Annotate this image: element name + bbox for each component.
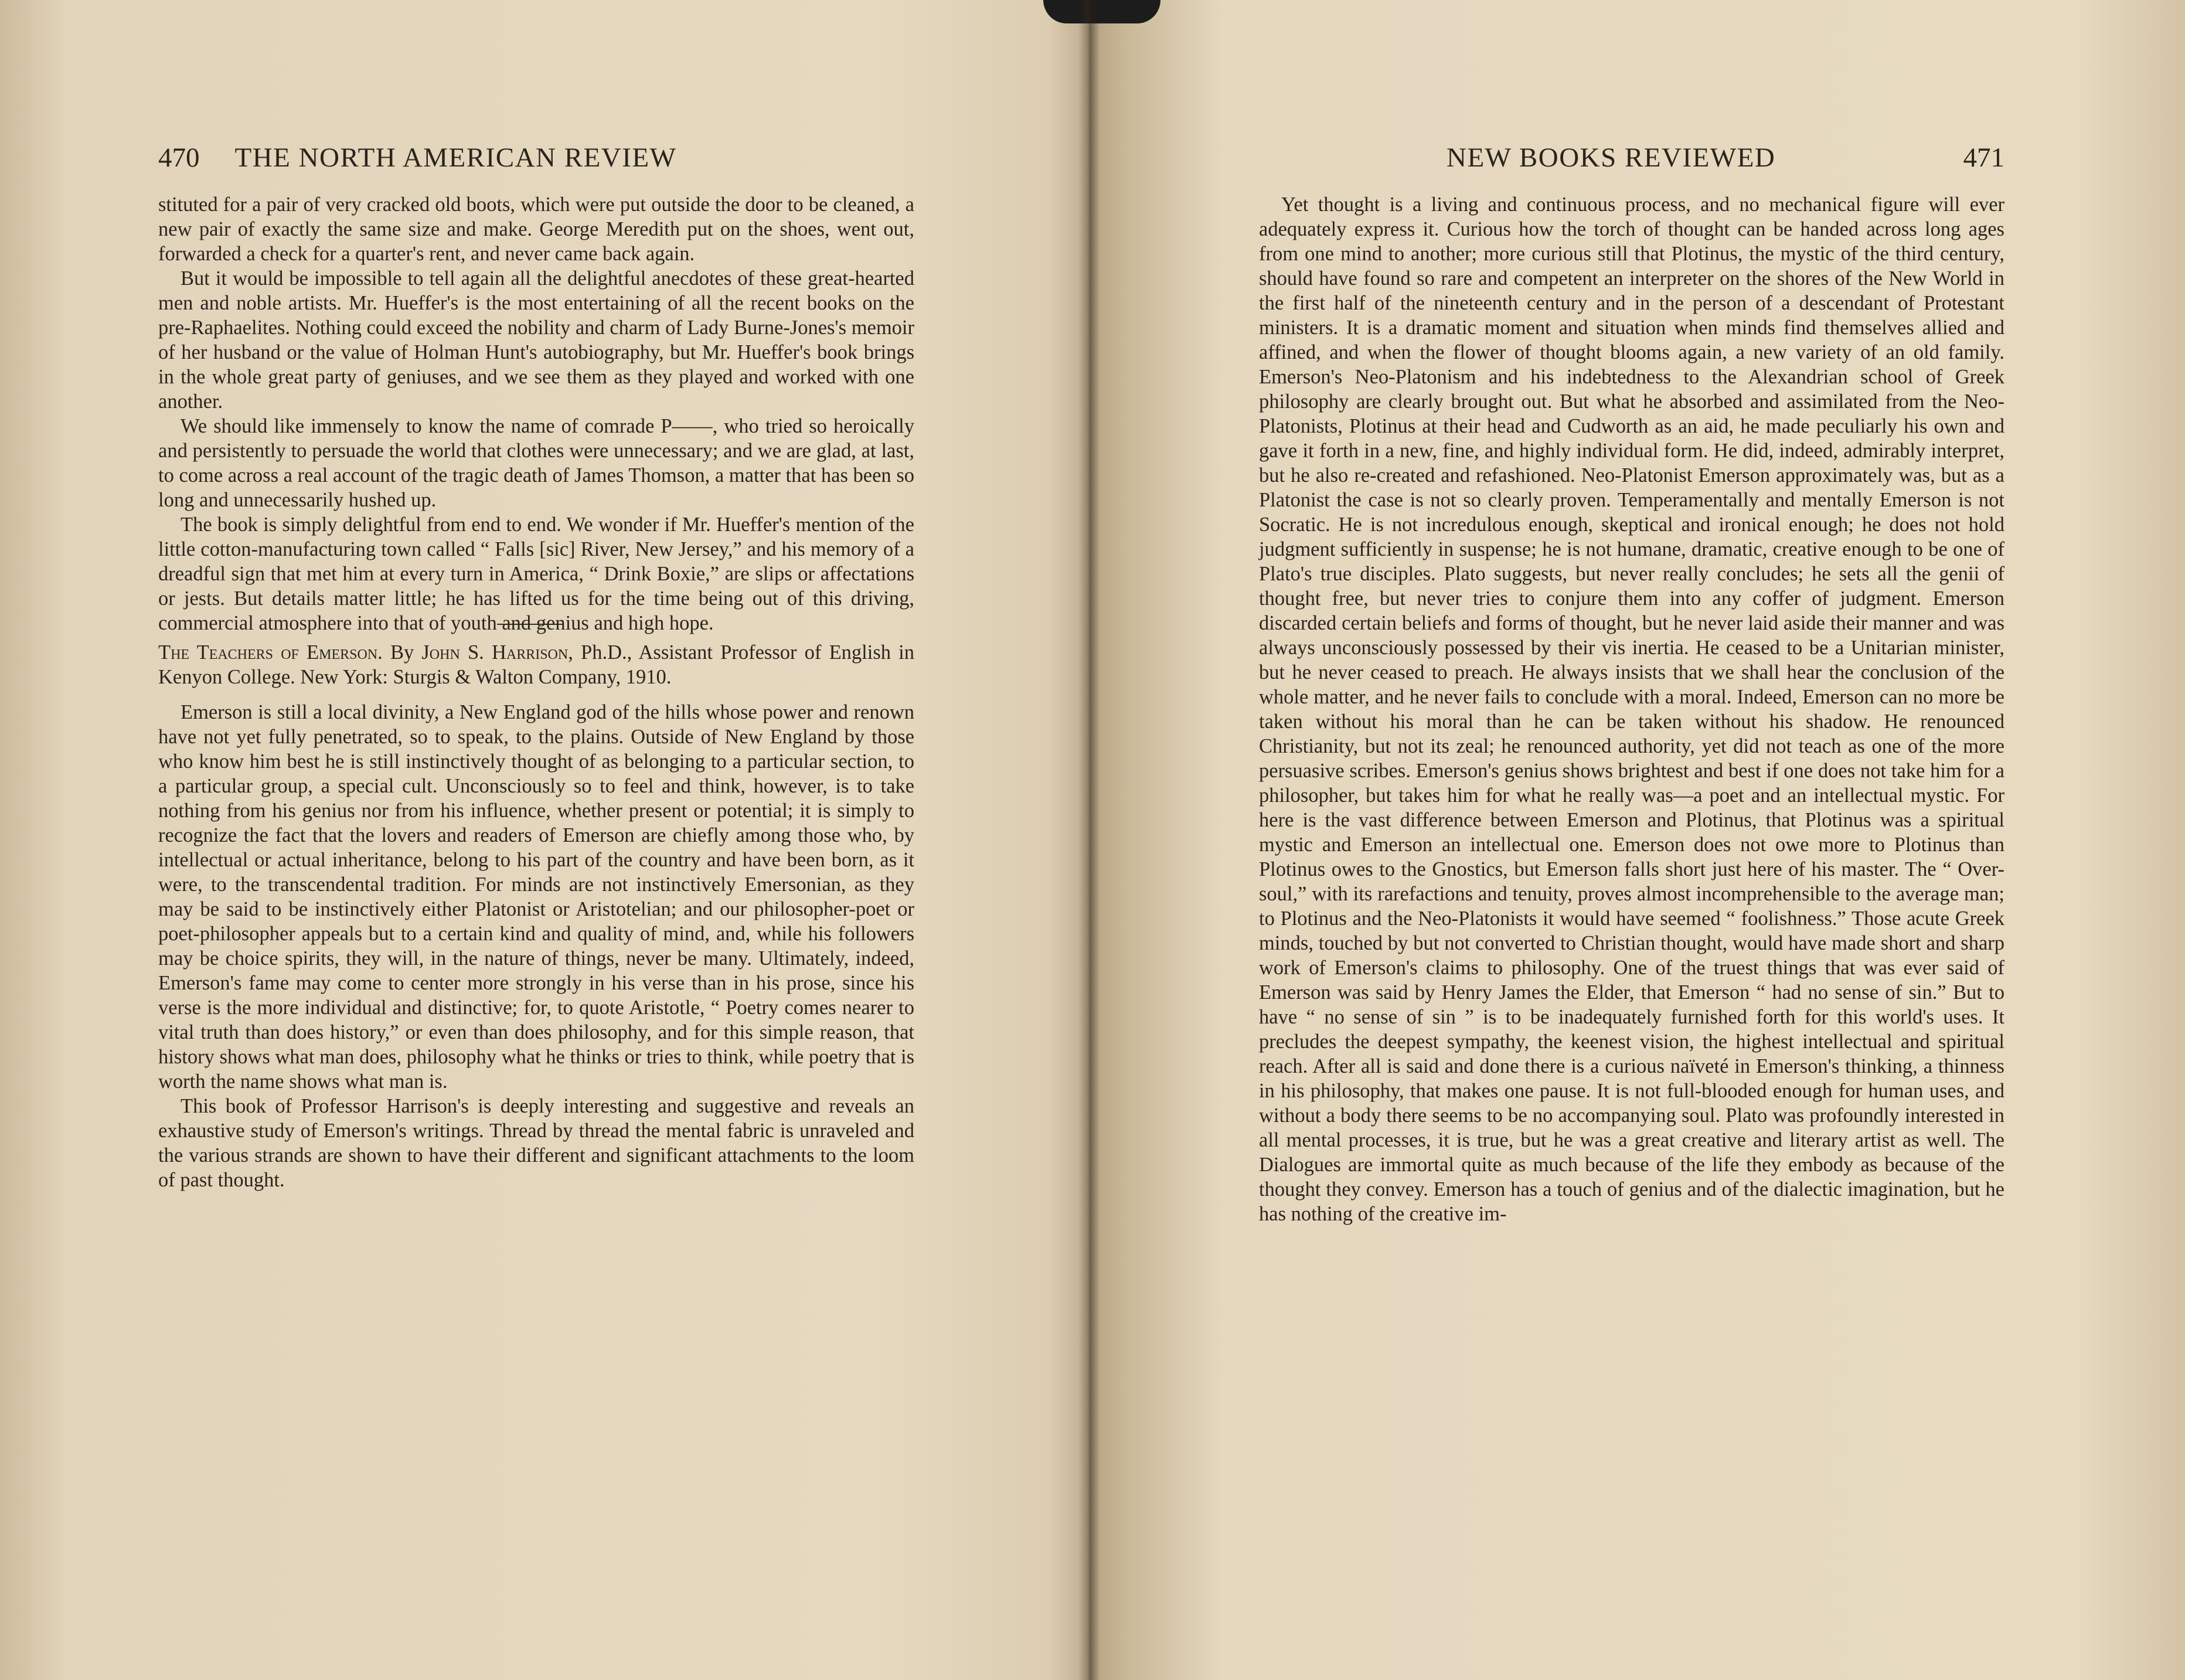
left-running-head: [158, 142, 914, 179]
review-author-prefix: By: [390, 641, 414, 664]
right-running-head: [1259, 142, 2004, 179]
review-author-name: John S. Harrison,: [421, 641, 573, 664]
left-paragraph: The book is simply delightful from end to end. We wonder if Mr. Hueffer's mention of the little cotton-manufacturing town called “ Falls [sic] River, New Jersey,” and his memory of a dreadful sign that met him at every turn in America, “ Drink Boxie,” are slips or affectations or jests. But details matter little; he has lifted us for the time being out of this driving, commercial atmosphere into that of youth and genius and high hope.: [158, 513, 914, 634]
right-paragraph: Yet thought is a living and continuous process, and no mechanical figure will ever adequately express it. Curious how the torch of thought can be handed across long ages from one mind to another; more curious still that Plotinus, the mystic of the third century, should have found so rare and competent an interpreter on the shores of the New World in the first half of the nineteenth century and in the person of a descendant of Protestant ministers. It is a dramatic moment and situation when minds find themselves allied and affined, and when the flower of thought blooms again, a new variety of an old family. Emerson's Neo-Platonism and his indebtedness to the Alexandrian school of Greek philosophy are clearly brought out. But what he absorbed and assimilated from the Neo-Platonists, Plotinus at their head and Cudworth as an aid, he made peculiarly his own and gave it forth in a new, fine, and highly individual form. He did, indeed, admirably interpret, but he also re-created and refashioned. Neo-Platonist Emerson approximately was, but as a Platonist the case is not so clearly proven. Temperamentally and mentally Emerson is not Socratic. He is not incredulous enough, skeptical and ironical enough; he does not hold judgment sufficiently in suspense; he is not humane, dramatic, creative enough to be one of Plato's true disciples. Plato suggests, but never really concludes; he sets all the genii of thought free, but never tries to conjure them into any coffer of judgment. Emerson discarded certain beliefs and forms of thought, but he never laid aside their manner and was always unconsciously possessed by their vis inertia. He ceased to be a Unitarian minister, but he never ceased to preach. He always insists that we shall hear the conclusion of the whole matter, and he never fails to conclude with a moral. Indeed, Emerson can no more be taken without his moral than he can be taken without his shadow. He renounced Christianity, but not its zeal; he renounced authority, yet did not teach as one of the more persuasive scribes. Emerson's genius shows brightest and best if one does not take him for a philosopher, but takes him for what he really was—a poet and an intellectual mystic. For here is the vast difference between Emerson and Plotinus, that Plotinus was a spiritual mystic and Emerson an intellectual one. Emerson does not owe more to Plotinus than Plotinus owes to the Gnostics, but Emerson falls short just here of his master. The “ Over-soul,” with its rarefactions and tenuity, proves almost incomprehensible to the average man; to Plotinus and the Neo-Platonists it would have seemed “ foolishness.” Those acute Greek minds, touched by but not converted to Christian thought, would have made short and sharp work of Emerson's claims to philosophy. One of the truest things that was ever said of Emerson was said by Henry James the Elder, that Emerson “ had no sense of sin.” But to have “ no sense of sin ” is to be inadequately furnished forth for this world's uses. It precludes the deepest sympathy, the keenest vision, the highest intellectual and spiritual reach. After all is said and done there is a curious naïveté in Emerson's thinking, a thinness in his philosophy, that makes one pause. It is not full-blooded enough for human uses, and without a body there seems to be no accompanying soul. Plato was profoundly interested in all mental processes, it is true, but he was a great creative and literary artist as well. The Dialogues are immortal quite as much because of the life they embody as because of the thought they convey. Emerson has a touch of genius and of the dialectic imagination, but he has nothing of the creative im-: [1259, 193, 2004, 1225]
right-page-number: 471: [1963, 142, 2004, 173]
left-paragraph: stituted for a pair of very cracked old boots, which were put outside the door to be cleaned, a new pair of exactly the same size and make. George Meredith put on the shoes, went out, forwarded a check for a quarter's rent, and never came back again.: [158, 193, 914, 265]
left-page: [158, 142, 915, 1192]
left-paragraph: But it would be impossible to tell again all the delightful anecdotes of these great-hearted men and noble artists. Mr. Hueffer's is the most entertaining of all the recent books on the pre-Raphaelites. Nothing could exceed the nobility and charm of Lady Burne-Jones's memoir of her husband or the value of Holman Hunt's autobiography, but Mr. Hueffer's book brings in the whole great party of geniuses, and we see them as they played and worked with one another.: [158, 267, 915, 413]
left-running-title: THE NORTH AMERICAN REVIEW: [234, 142, 677, 173]
right-running-title: NEW BOOKS REVIEWED: [1447, 142, 1776, 173]
review-book-heading: [158, 640, 914, 689]
right-page: [1259, 142, 2004, 1226]
review-paragraph: This book of Professor Harrison's is deeply interesting and suggestive and reveals an exhaustive study of Emerson's writings. Thread by thread the mental fabric is unraveled and the various strands are shown to have their different and significant attachments to the loom of past thought.: [158, 1095, 914, 1191]
binding-shadow-top: [1043, 0, 1160, 23]
left-page-number: 470: [158, 142, 200, 173]
left-paragraph: We should like immensely to know the name of comrade P——, who tried so heroically and persistently to persuade the world that clothes were unnecessary; and we are glad, at last, to come across a real account of the tragic death of James Thomson, a matter that has been so long and unnecessarily hushed up.: [158, 415, 914, 511]
review-paragraph: Emerson is still a local divinity, a New England god of the hills whose power and renown have not yet fully penetrated, so to speak, to the plains. Outside of New England by those who know him best he is still instinctively thought of as belonging to a particular section, to a particular group, a special cult. Unconsciously so to feel and think, however, is to take nothing from his genius nor from his influence, whether present or potential; it is simply to recognize the fact that the lovers and readers of Emerson are chiefly among those who, by intellectual or actual inheritance, belong to his part of the country and have been born, as it were, to the transcendental tradition. For minds are not instinctively Emersonian, as they may be said to be instinctively either Platonist or Aristotelian; and our philosopher-poet or poet-philosopher appeals but to a certain kind and quality of mind, and, while his followers may be choice spirits, they will, in the nature of things, never be many. Ultimately, indeed, Emerson's fame may come to center more strongly in his verse than in his prose, since his verse is the more individual and distinctive; for, to quote Aristotle, “ Poetry comes nearer to vital truth than does history,” or even than does philosophy, and for this simple reason, that history shows what man does, philosophy what he thinks or tries to think, while poetry that is worth the name shows what man is.: [158, 701, 914, 1093]
book-gutter: [1078, 0, 1100, 1680]
review-publication-details: Ph.D., Assistant Professor of English in Kenyon College. New York: Sturgis & Walton Company, 1910.: [158, 641, 914, 688]
review-book-title: The Teachers of Emerson.: [158, 641, 383, 664]
